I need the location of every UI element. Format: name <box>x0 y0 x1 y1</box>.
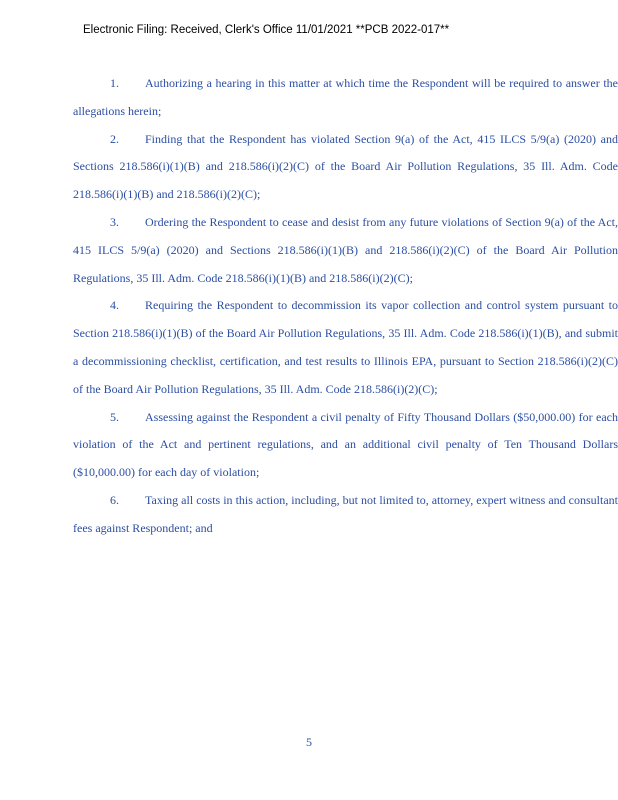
relief-item-number: 1. <box>110 76 119 90</box>
relief-item-number: 6. <box>110 492 119 507</box>
relief-item-text: Requiring the Respondent to decommission its vapor collection and control system pursuant to Section 218.586(i)(1)(B) of the Board Air Pollution Regulations, 35 Ill. Adm. Code 218.586(i)(1)(B), and submit a decommissioning checklist, certification, and test results to Illinois EPA, pursuant to Section 218.586(i)(2)(C) of the Board Air Pollution Regulations, 35 Ill. Adm. Code 218.586(i)(2)(C); <box>73 298 618 396</box>
relief-item-text: Finding that the Respondent has violated Section 9(a) of the Act, 415 ILCS 5/9(a) (2020) and Sections 218.586(i)(1)(B) and 218.586(i)(2)(C) of the Board Air Pollution Regulations, 35 Ill. Adm. Code 218.586(i)(1)(B) and 218.586(i)(2)(C); <box>73 131 618 202</box>
relief-item-number: 5. <box>110 409 119 424</box>
relief-item-1 <box>73 70 618 126</box>
relief-item-3 <box>73 209 618 292</box>
filing-stamp-header: Electronic Filing: Received, Clerk's Office 11/01/2021 **PCB 2022-017** <box>83 24 450 36</box>
relief-item-number: 3. <box>110 214 119 229</box>
relief-item-6 <box>73 487 618 543</box>
relief-item-2 <box>73 126 618 209</box>
relief-item-text: Taxing all costs in this action, including, but not limited to, attorney, expert witness and consultant fees against Respondent; and <box>73 492 618 535</box>
relief-item-text: Authorizing a hearing in this matter at which time the Respondent will be required to answer the allegations herein; <box>73 76 618 118</box>
relief-item-text: Assessing against the Respondent a civil penalty of Fifty Thousand Dollars ($50,000.00) for each violation of the Act and pertinent regulations, and an additional civil penalty of Ten Thousand Dollars ($10,000.00) for each day of violation; <box>73 409 618 480</box>
page-number: 5 <box>306 735 312 749</box>
relief-item-4 <box>73 292 618 403</box>
relief-item-number: 2. <box>110 131 119 146</box>
relief-item-number: 4. <box>110 298 119 313</box>
relief-item-5 <box>73 404 618 487</box>
relief-item-text: Ordering the Respondent to cease and desist from any future violations of Section 9(a) of the Act, 415 ILCS 5/9(a) (2020) and Sections 218.586(i)(1)(B) and 218.586(i)(2)(C) of the Board Air Pollution Regulations, 35 Ill. Adm. Code 218.586(i)(1)(B) and 218.586(i)(2)(C); <box>73 214 618 285</box>
prayer-for-relief-list <box>73 70 618 543</box>
